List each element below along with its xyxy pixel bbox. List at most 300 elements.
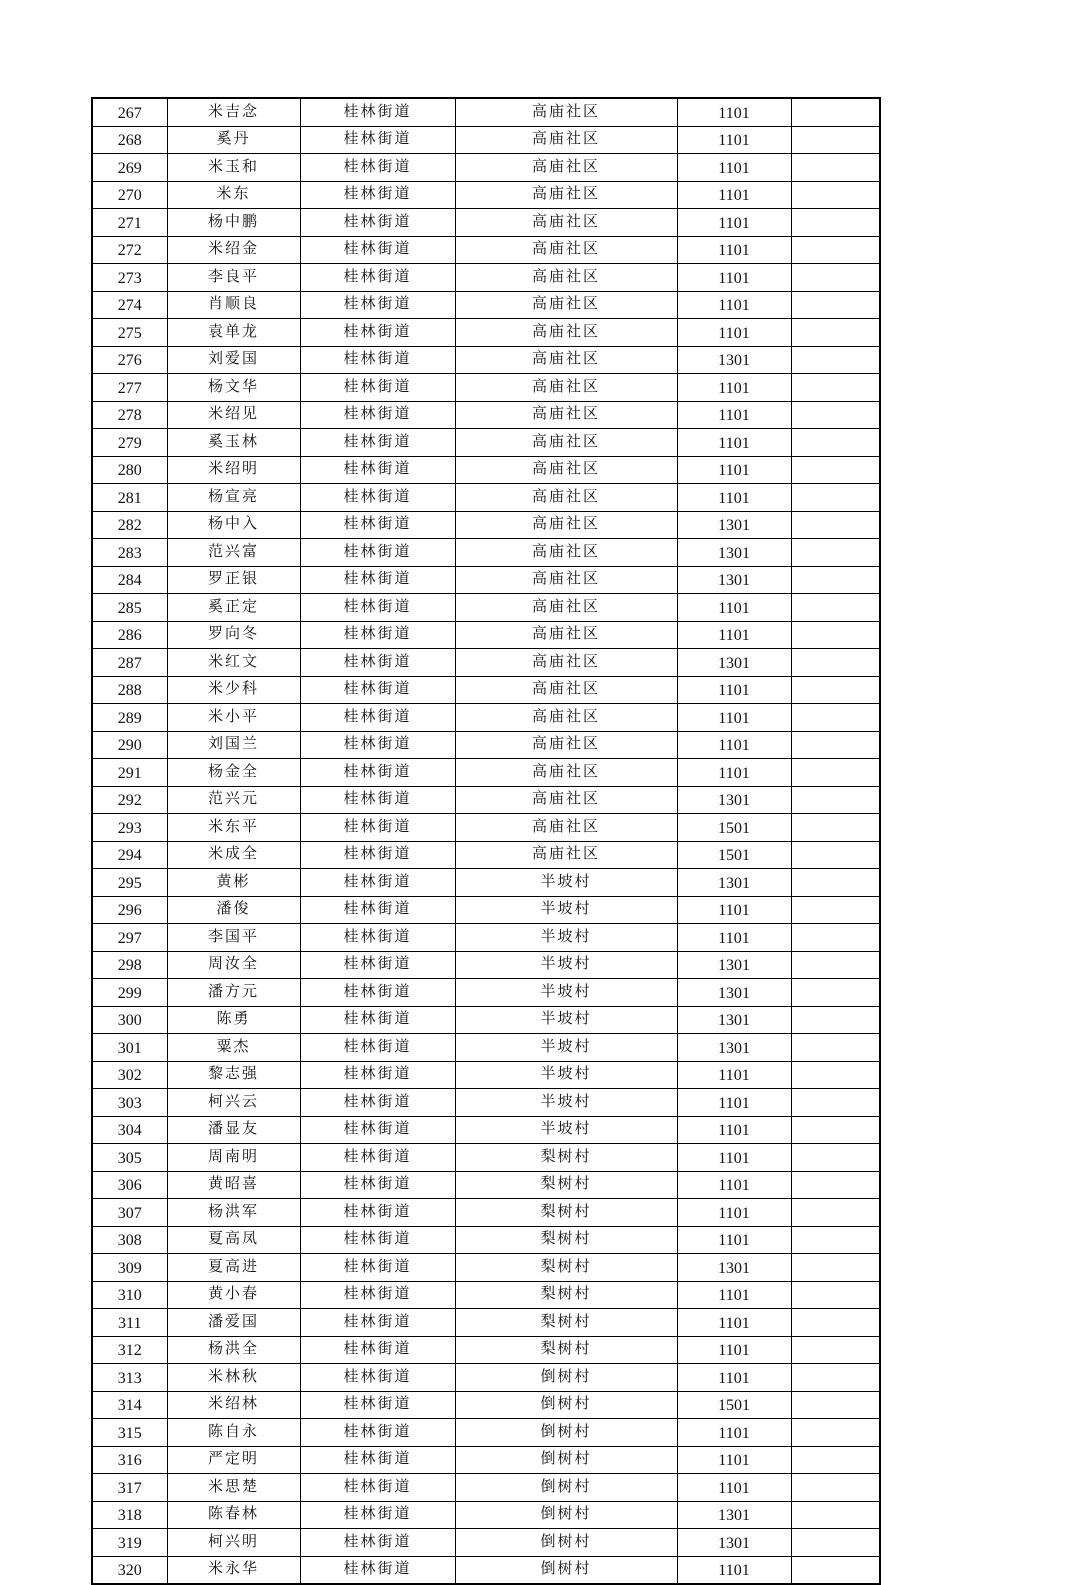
code-cell: 1301 xyxy=(677,786,791,814)
code-cell: 1101 xyxy=(677,1281,791,1309)
street-cell: 桂林街道 xyxy=(300,401,455,429)
row-number-cell: 308 xyxy=(92,1226,167,1254)
table-row xyxy=(92,786,880,814)
community-cell: 高庙社区 xyxy=(455,374,677,402)
code-cell: 1101 xyxy=(677,676,791,704)
person-name-cell: 周汝全 xyxy=(167,951,300,979)
street-cell: 桂林街道 xyxy=(300,951,455,979)
code-cell: 1301 xyxy=(677,346,791,374)
table-row xyxy=(92,979,880,1007)
table-row xyxy=(92,1144,880,1172)
person-name-cell: 刘爱国 xyxy=(167,346,300,374)
community-cell: 高庙社区 xyxy=(455,621,677,649)
note-cell xyxy=(791,456,880,484)
code-cell: 1301 xyxy=(677,979,791,1007)
row-number-cell: 320 xyxy=(92,1556,167,1584)
street-cell: 桂林街道 xyxy=(300,869,455,897)
table-row xyxy=(92,1336,880,1364)
row-number-cell: 273 xyxy=(92,264,167,292)
community-cell: 高庙社区 xyxy=(455,429,677,457)
person-name-cell: 米绍金 xyxy=(167,236,300,264)
row-number-cell: 270 xyxy=(92,181,167,209)
street-cell: 桂林街道 xyxy=(300,1336,455,1364)
person-name-cell: 周南明 xyxy=(167,1144,300,1172)
street-cell: 桂林街道 xyxy=(300,236,455,264)
table-row xyxy=(92,539,880,567)
code-cell: 1101 xyxy=(677,1556,791,1584)
code-cell: 1101 xyxy=(677,374,791,402)
table-row xyxy=(92,1226,880,1254)
community-cell: 倒树村 xyxy=(455,1556,677,1584)
code-cell: 1101 xyxy=(677,1364,791,1392)
street-cell: 桂林街道 xyxy=(300,1309,455,1337)
note-cell xyxy=(791,484,880,512)
street-cell: 桂林街道 xyxy=(300,1391,455,1419)
note-cell xyxy=(791,1116,880,1144)
community-cell: 倒树村 xyxy=(455,1446,677,1474)
street-cell: 桂林街道 xyxy=(300,539,455,567)
table-row xyxy=(92,814,880,842)
row-number-cell: 304 xyxy=(92,1116,167,1144)
street-cell: 桂林街道 xyxy=(300,759,455,787)
code-cell: 1101 xyxy=(677,759,791,787)
person-name-cell: 米思楚 xyxy=(167,1474,300,1502)
community-cell: 高庙社区 xyxy=(455,566,677,594)
table-row xyxy=(92,346,880,374)
note-cell xyxy=(791,1309,880,1337)
person-name-cell: 黎志强 xyxy=(167,1061,300,1089)
code-cell: 1101 xyxy=(677,896,791,924)
code-cell: 1501 xyxy=(677,841,791,869)
code-cell: 1101 xyxy=(677,1144,791,1172)
person-name-cell: 黄小春 xyxy=(167,1281,300,1309)
street-cell: 桂林街道 xyxy=(300,511,455,539)
row-number-cell: 302 xyxy=(92,1061,167,1089)
row-number-cell: 282 xyxy=(92,511,167,539)
code-cell: 1501 xyxy=(677,814,791,842)
community-cell: 梨树村 xyxy=(455,1254,677,1282)
street-cell: 桂林街道 xyxy=(300,181,455,209)
street-cell: 桂林街道 xyxy=(300,319,455,347)
code-cell: 1101 xyxy=(677,98,791,126)
code-cell: 1101 xyxy=(677,1446,791,1474)
table-row xyxy=(92,1199,880,1227)
person-name-cell: 罗正银 xyxy=(167,566,300,594)
row-number-cell: 277 xyxy=(92,374,167,402)
note-cell xyxy=(791,126,880,154)
street-cell: 桂林街道 xyxy=(300,1226,455,1254)
row-number-cell: 291 xyxy=(92,759,167,787)
community-cell: 倒树村 xyxy=(455,1474,677,1502)
person-name-cell: 米绍林 xyxy=(167,1391,300,1419)
row-number-cell: 280 xyxy=(92,456,167,484)
community-cell: 梨树村 xyxy=(455,1226,677,1254)
note-cell xyxy=(791,346,880,374)
street-cell: 桂林街道 xyxy=(300,1419,455,1447)
street-cell: 桂林街道 xyxy=(300,786,455,814)
note-cell xyxy=(791,979,880,1007)
street-cell: 桂林街道 xyxy=(300,1116,455,1144)
row-number-cell: 296 xyxy=(92,896,167,924)
note-cell xyxy=(791,429,880,457)
code-cell: 1501 xyxy=(677,1391,791,1419)
person-name-cell: 肖顺良 xyxy=(167,291,300,319)
code-cell: 1101 xyxy=(677,319,791,347)
row-number-cell: 299 xyxy=(92,979,167,1007)
note-cell xyxy=(791,374,880,402)
street-cell: 桂林街道 xyxy=(300,594,455,622)
note-cell xyxy=(791,181,880,209)
community-cell: 高庙社区 xyxy=(455,484,677,512)
table-row xyxy=(92,1309,880,1337)
table-row xyxy=(92,1034,880,1062)
street-cell: 桂林街道 xyxy=(300,209,455,237)
code-cell: 1301 xyxy=(677,1529,791,1557)
code-cell: 1301 xyxy=(677,1006,791,1034)
row-number-cell: 313 xyxy=(92,1364,167,1392)
table-row xyxy=(92,1116,880,1144)
community-cell: 高庙社区 xyxy=(455,676,677,704)
row-number-cell: 312 xyxy=(92,1336,167,1364)
community-cell: 高庙社区 xyxy=(455,786,677,814)
street-cell: 桂林街道 xyxy=(300,484,455,512)
person-name-cell: 奚丹 xyxy=(167,126,300,154)
note-cell xyxy=(791,291,880,319)
row-number-cell: 319 xyxy=(92,1529,167,1557)
street-cell: 桂林街道 xyxy=(300,841,455,869)
row-number-cell: 306 xyxy=(92,1171,167,1199)
note-cell xyxy=(791,731,880,759)
code-cell: 1101 xyxy=(677,1309,791,1337)
code-cell: 1101 xyxy=(677,1061,791,1089)
person-name-cell: 米玉和 xyxy=(167,154,300,182)
person-name-cell: 黄彬 xyxy=(167,869,300,897)
row-number-cell: 309 xyxy=(92,1254,167,1282)
note-cell xyxy=(791,1061,880,1089)
code-cell: 1101 xyxy=(677,1336,791,1364)
note-cell xyxy=(791,1254,880,1282)
community-cell: 高庙社区 xyxy=(455,649,677,677)
street-cell: 桂林街道 xyxy=(300,1034,455,1062)
note-cell xyxy=(791,209,880,237)
table-row xyxy=(92,1089,880,1117)
person-name-cell: 米小平 xyxy=(167,704,300,732)
person-name-cell: 粟杰 xyxy=(167,1034,300,1062)
street-cell: 桂林街道 xyxy=(300,1144,455,1172)
note-cell xyxy=(791,1089,880,1117)
note-cell xyxy=(791,1419,880,1447)
row-number-cell: 274 xyxy=(92,291,167,319)
table-row xyxy=(92,1529,880,1557)
community-cell: 半坡村 xyxy=(455,1006,677,1034)
street-cell: 桂林街道 xyxy=(300,1529,455,1557)
row-number-cell: 276 xyxy=(92,346,167,374)
note-cell xyxy=(791,264,880,292)
note-cell xyxy=(791,1391,880,1419)
community-cell: 半坡村 xyxy=(455,896,677,924)
row-number-cell: 268 xyxy=(92,126,167,154)
table-row xyxy=(92,429,880,457)
table-row xyxy=(92,456,880,484)
code-cell: 1101 xyxy=(677,456,791,484)
community-cell: 高庙社区 xyxy=(455,456,677,484)
code-cell: 1301 xyxy=(677,1254,791,1282)
table-row xyxy=(92,896,880,924)
code-cell: 1101 xyxy=(677,401,791,429)
person-name-cell: 罗向冬 xyxy=(167,621,300,649)
table-row xyxy=(92,511,880,539)
community-cell: 半坡村 xyxy=(455,1116,677,1144)
community-cell: 梨树村 xyxy=(455,1144,677,1172)
community-cell: 倒树村 xyxy=(455,1364,677,1392)
code-cell: 1101 xyxy=(677,1474,791,1502)
table-row xyxy=(92,401,880,429)
row-number-cell: 289 xyxy=(92,704,167,732)
person-name-cell: 杨中入 xyxy=(167,511,300,539)
row-number-cell: 279 xyxy=(92,429,167,457)
row-number-cell: 288 xyxy=(92,676,167,704)
table-row xyxy=(92,1556,880,1584)
code-cell: 1301 xyxy=(677,1501,791,1529)
note-cell xyxy=(791,1281,880,1309)
person-name-cell: 米成全 xyxy=(167,841,300,869)
table-row xyxy=(92,1061,880,1089)
note-cell xyxy=(791,951,880,979)
community-cell: 半坡村 xyxy=(455,869,677,897)
note-cell xyxy=(791,1446,880,1474)
community-cell: 高庙社区 xyxy=(455,841,677,869)
person-name-cell: 刘国兰 xyxy=(167,731,300,759)
person-name-cell: 杨金全 xyxy=(167,759,300,787)
community-cell: 高庙社区 xyxy=(455,98,677,126)
code-cell: 1301 xyxy=(677,951,791,979)
code-cell: 1101 xyxy=(677,924,791,952)
person-name-cell: 柯兴明 xyxy=(167,1529,300,1557)
community-cell: 高庙社区 xyxy=(455,594,677,622)
code-cell: 1301 xyxy=(677,511,791,539)
note-cell xyxy=(791,1144,880,1172)
note-cell xyxy=(791,539,880,567)
row-number-cell: 307 xyxy=(92,1199,167,1227)
community-cell: 半坡村 xyxy=(455,979,677,1007)
code-cell: 1101 xyxy=(677,1419,791,1447)
community-cell: 倒树村 xyxy=(455,1391,677,1419)
community-cell: 高庙社区 xyxy=(455,319,677,347)
person-name-cell: 潘方元 xyxy=(167,979,300,1007)
street-cell: 桂林街道 xyxy=(300,1474,455,1502)
community-cell: 高庙社区 xyxy=(455,731,677,759)
note-cell xyxy=(791,1501,880,1529)
code-cell: 1101 xyxy=(677,1199,791,1227)
note-cell xyxy=(791,1034,880,1062)
code-cell: 1101 xyxy=(677,264,791,292)
community-cell: 高庙社区 xyxy=(455,759,677,787)
note-cell xyxy=(791,649,880,677)
note-cell xyxy=(791,786,880,814)
code-cell: 1101 xyxy=(677,1116,791,1144)
person-name-cell: 奚玉林 xyxy=(167,429,300,457)
note-cell xyxy=(791,896,880,924)
street-cell: 桂林街道 xyxy=(300,154,455,182)
table-row xyxy=(92,236,880,264)
row-number-cell: 315 xyxy=(92,1419,167,1447)
street-cell: 桂林街道 xyxy=(300,429,455,457)
note-cell xyxy=(791,566,880,594)
table-row xyxy=(92,1419,880,1447)
community-cell: 高庙社区 xyxy=(455,511,677,539)
person-name-cell: 米永华 xyxy=(167,1556,300,1584)
street-cell: 桂林街道 xyxy=(300,98,455,126)
row-number-cell: 293 xyxy=(92,814,167,842)
row-number-cell: 300 xyxy=(92,1006,167,1034)
community-cell: 半坡村 xyxy=(455,1089,677,1117)
note-cell xyxy=(791,704,880,732)
code-cell: 1301 xyxy=(677,869,791,897)
person-name-cell: 李良平 xyxy=(167,264,300,292)
code-cell: 1301 xyxy=(677,1034,791,1062)
code-cell: 1101 xyxy=(677,291,791,319)
note-cell xyxy=(791,1474,880,1502)
street-cell: 桂林街道 xyxy=(300,896,455,924)
row-number-cell: 281 xyxy=(92,484,167,512)
community-cell: 倒树村 xyxy=(455,1529,677,1557)
street-cell: 桂林街道 xyxy=(300,1364,455,1392)
code-cell: 1101 xyxy=(677,1089,791,1117)
row-number-cell: 290 xyxy=(92,731,167,759)
row-number-cell: 284 xyxy=(92,566,167,594)
community-cell: 高庙社区 xyxy=(455,154,677,182)
community-cell: 梨树村 xyxy=(455,1171,677,1199)
street-cell: 桂林街道 xyxy=(300,291,455,319)
code-cell: 1101 xyxy=(677,1171,791,1199)
code-cell: 1101 xyxy=(677,704,791,732)
community-cell: 高庙社区 xyxy=(455,236,677,264)
community-cell: 梨树村 xyxy=(455,1199,677,1227)
street-cell: 桂林街道 xyxy=(300,676,455,704)
person-name-cell: 严定明 xyxy=(167,1446,300,1474)
community-cell: 半坡村 xyxy=(455,1034,677,1062)
table-row xyxy=(92,484,880,512)
community-cell: 半坡村 xyxy=(455,924,677,952)
row-number-cell: 269 xyxy=(92,154,167,182)
community-cell: 高庙社区 xyxy=(455,814,677,842)
roster-table xyxy=(91,97,881,1585)
code-cell: 1101 xyxy=(677,209,791,237)
person-name-cell: 米吉念 xyxy=(167,98,300,126)
street-cell: 桂林街道 xyxy=(300,1446,455,1474)
row-number-cell: 272 xyxy=(92,236,167,264)
note-cell xyxy=(791,1556,880,1584)
street-cell: 桂林街道 xyxy=(300,456,455,484)
note-cell xyxy=(791,1226,880,1254)
row-number-cell: 286 xyxy=(92,621,167,649)
note-cell xyxy=(791,511,880,539)
street-cell: 桂林街道 xyxy=(300,731,455,759)
code-cell: 1101 xyxy=(677,1226,791,1254)
street-cell: 桂林街道 xyxy=(300,1089,455,1117)
table-row xyxy=(92,126,880,154)
table-row xyxy=(92,841,880,869)
row-number-cell: 275 xyxy=(92,319,167,347)
community-cell: 倒树村 xyxy=(455,1419,677,1447)
note-cell xyxy=(791,924,880,952)
row-number-cell: 292 xyxy=(92,786,167,814)
note-cell xyxy=(791,1006,880,1034)
street-cell: 桂林街道 xyxy=(300,264,455,292)
person-name-cell: 杨中鹏 xyxy=(167,209,300,237)
person-name-cell: 杨宣亮 xyxy=(167,484,300,512)
person-name-cell: 黄昭喜 xyxy=(167,1171,300,1199)
note-cell xyxy=(791,401,880,429)
table-row xyxy=(92,951,880,979)
table-row xyxy=(92,319,880,347)
community-cell: 高庙社区 xyxy=(455,126,677,154)
table-row xyxy=(92,1006,880,1034)
street-cell: 桂林街道 xyxy=(300,814,455,842)
note-cell xyxy=(791,1199,880,1227)
note-cell xyxy=(791,1529,880,1557)
code-cell: 1101 xyxy=(677,181,791,209)
code-cell: 1101 xyxy=(677,594,791,622)
row-number-cell: 316 xyxy=(92,1446,167,1474)
street-cell: 桂林街道 xyxy=(300,979,455,1007)
note-cell xyxy=(791,759,880,787)
roster-table-body xyxy=(92,98,880,1584)
row-number-cell: 301 xyxy=(92,1034,167,1062)
street-cell: 桂林街道 xyxy=(300,704,455,732)
code-cell: 1301 xyxy=(677,649,791,677)
person-name-cell: 陈勇 xyxy=(167,1006,300,1034)
table-row xyxy=(92,1254,880,1282)
community-cell: 高庙社区 xyxy=(455,401,677,429)
community-cell: 高庙社区 xyxy=(455,704,677,732)
note-cell xyxy=(791,98,880,126)
person-name-cell: 袁单龙 xyxy=(167,319,300,347)
street-cell: 桂林街道 xyxy=(300,621,455,649)
community-cell: 高庙社区 xyxy=(455,346,677,374)
row-number-cell: 298 xyxy=(92,951,167,979)
person-name-cell: 范兴富 xyxy=(167,539,300,567)
community-cell: 高庙社区 xyxy=(455,264,677,292)
person-name-cell: 潘显友 xyxy=(167,1116,300,1144)
street-cell: 桂林街道 xyxy=(300,1281,455,1309)
person-name-cell: 潘爱国 xyxy=(167,1309,300,1337)
code-cell: 1101 xyxy=(677,429,791,457)
row-number-cell: 283 xyxy=(92,539,167,567)
community-cell: 高庙社区 xyxy=(455,209,677,237)
row-number-cell: 278 xyxy=(92,401,167,429)
community-cell: 高庙社区 xyxy=(455,539,677,567)
note-cell xyxy=(791,236,880,264)
person-name-cell: 李国平 xyxy=(167,924,300,952)
community-cell: 梨树村 xyxy=(455,1309,677,1337)
community-cell: 高庙社区 xyxy=(455,291,677,319)
table-row xyxy=(92,181,880,209)
person-name-cell: 米绍见 xyxy=(167,401,300,429)
row-number-cell: 303 xyxy=(92,1089,167,1117)
street-cell: 桂林街道 xyxy=(300,346,455,374)
person-name-cell: 范兴元 xyxy=(167,786,300,814)
street-cell: 桂林街道 xyxy=(300,1254,455,1282)
person-name-cell: 夏高进 xyxy=(167,1254,300,1282)
table-row xyxy=(92,209,880,237)
person-name-cell: 米东平 xyxy=(167,814,300,842)
table-row xyxy=(92,374,880,402)
table-row xyxy=(92,1364,880,1392)
table-row xyxy=(92,154,880,182)
row-number-cell: 317 xyxy=(92,1474,167,1502)
street-cell: 桂林街道 xyxy=(300,1556,455,1584)
